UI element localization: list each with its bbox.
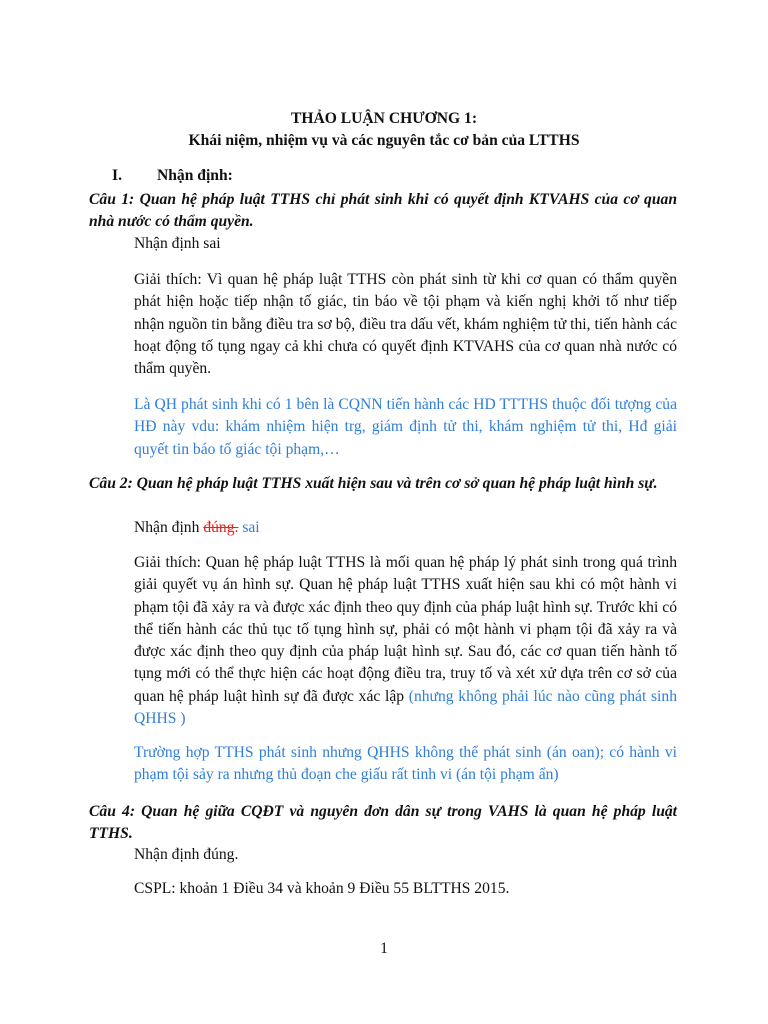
chapter-title: THẢO LUẬN CHƯƠNG 1:	[290, 110, 478, 127]
q2-explanation	[134, 552, 677, 730]
q2-annotation: Trường hợp TTHS phát sinh nhưng QHHS không thể phát sinh (án oan); có hành vi phạm tội sảy ra nhưng thủ đoạn che giấu rất tinh vi (án tội phạm ẩn)	[134, 744, 677, 784]
q1-explanation: Giải thích: Vì quan hệ pháp luật TTHS còn phát sinh từ khi cơ quan có thẩm quyền phát hiện hoặc tiếp nhận tố giác, tin báo về tội phạm và kiến nghị khởi tố như tiếp nhận nguồn tin bằng điều tra sơ bộ, điều tra dấu vết, khám nghiệm tử thi, tiến hành các hoạt động tố tụng ngay cả khi chưa có quyết định KTVAHS của cơ quan nhà nước có thẩm quyền.	[134, 271, 677, 378]
question-2: Câu 2: Quan hệ pháp luật TTHS xuất hiện sau và trên cơ sở quan hệ pháp luật hình sự.	[89, 475, 658, 492]
q2-verdict-prefix: Nhận định	[134, 519, 200, 536]
question-1: Câu 1: Quan hệ pháp luật TTHS chỉ phát sinh khi có quyết định KTVAHS của cơ quan nhà nước có thẩm quyền.	[89, 191, 677, 230]
q1-annotation: Là QH phát sinh khi có 1 bên là CQNN tiến hành các HD TTTHS thuộc đối tượng của HĐ này vdu: khám nhiệm hiện trg, giám định tử thi, khám nghiệm tử thi, Hđ giải quyết tin báo tố giác tội phạm,…	[134, 396, 677, 458]
q2-verdict	[134, 517, 677, 539]
q2-explanation-text: Giải thích: Quan hệ pháp luật TTHS là mối quan hệ pháp lý phát sinh trong quá trình giải quyết vụ án hình sự. Quan hệ pháp luật TTHS xuất hiện sau khi có một hành vi phạm tội đã xảy ra và được xác định theo quy định của pháp luật hình sự. Trước khi có thể tiến hành các thủ tục tố tụng hình sự, phải có một hành vi phạm tội đã xảy ra và được xác định theo quy định của pháp luật hình sự. Sau đó, các cơ quan tiến hành tố tụng mới có thể thực hiện các hoạt động điều tra, truy tố và xét xử dựa trên cơ sở của quan hệ pháp luật hình sự đã được xác lập	[134, 554, 677, 705]
question-4: Câu 4: Quan hệ giữa CQĐT và nguyên đơn dân sự trong VAHS là quan hệ pháp luật TTHS.	[89, 803, 677, 842]
chapter-subtitle: Khái niệm, nhiệm vụ và các nguyên tắc cơ bản của LTTHS	[188, 132, 580, 149]
q2-verdict-correction: sai	[242, 519, 260, 536]
section-title: Nhận định:	[157, 167, 233, 184]
q2-verdict-struck: đúng.	[203, 519, 239, 536]
q1-verdict: Nhận định sai	[134, 235, 221, 252]
section-numeral: I.	[112, 167, 122, 184]
q2-explanation-annotation: (nhưng không phải lúc nào cũng phát sinh QHHS )	[134, 687, 677, 728]
q4-verdict: Nhận định đúng.	[134, 846, 239, 863]
page-number: 1	[380, 940, 388, 957]
q4-legal-basis: CSPL: khoản 1 Điều 34 và khoản 9 Điều 55 BLTTHS 2015.	[134, 880, 510, 897]
section-heading	[112, 165, 233, 187]
